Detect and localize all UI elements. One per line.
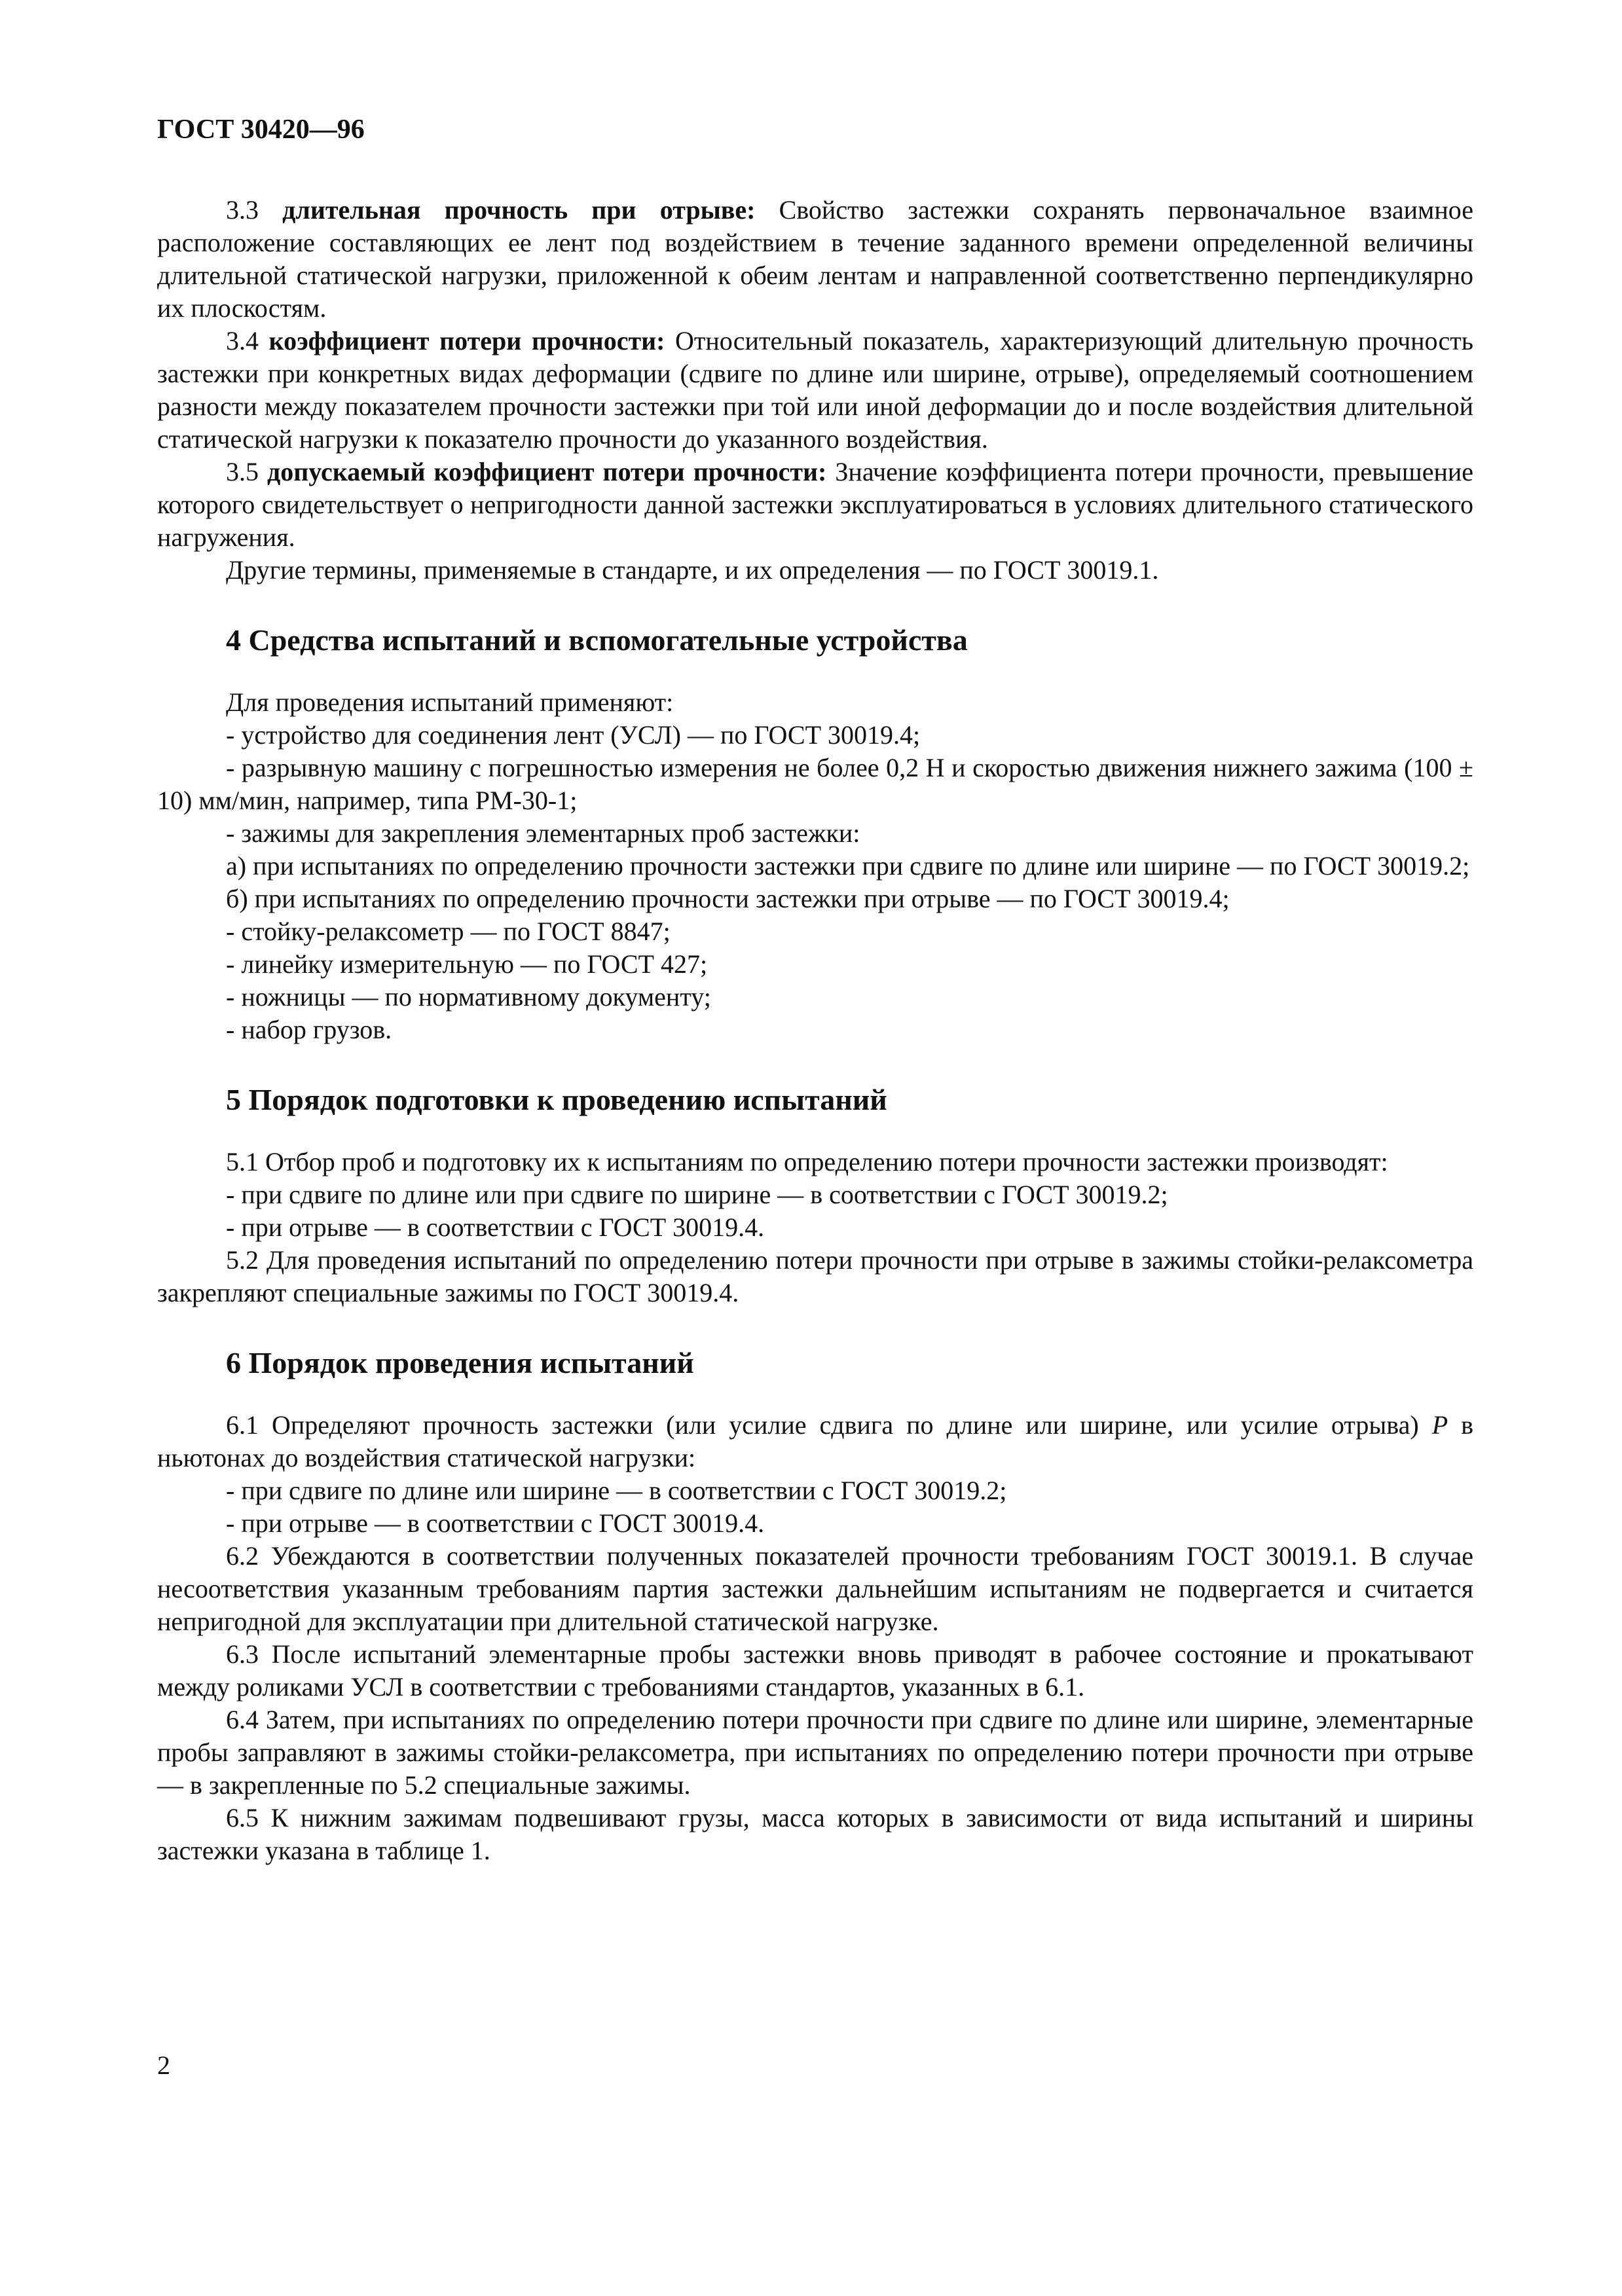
s6-line: - при отрыве — в соответствии с ГОСТ 30019.4. [226,1508,765,1538]
clause-number: 3.3 [226,195,283,225]
s5-line: 5.2 Для проведения испытаний по определению потери прочности при отрыве в зажимы стойки-релаксометра закрепляют специальные зажимы по ГОСТ 30019.4. [157,1245,1473,1307]
term-bold: допускаемый коэффициент потери прочности: [267,457,827,486]
clause-text: Свойство застежки сохранять первоначальное взаимное расположение составляющих ее лент под воздействием в течение заданного времени определенной величины длительной статической нагрузки, приложенной к обеим лентам и направленной соответственно перпендикулярно их плоскостям. [157,195,1473,323]
s4-line: - ножницы — по нормативному документу; [226,982,711,1011]
section-5-heading: 5 Порядок подготовки к проведению испытаний [226,1083,887,1116]
s4-line: - устройство для соединения лент (УСЛ) — по ГОСТ 30019.4; [226,720,921,750]
s5-line: - при сдвиге по длине или при сдвиге по ширине — в соответствии с ГОСТ 30019.2; [226,1180,1168,1209]
other-terms-note: Другие термины, применяемые в стандарте, и их определения — по ГОСТ 30019.1. [226,555,1159,585]
clause-6-1 [157,1409,1473,1474]
clause-number: 3.4 [226,326,269,355]
section-4-heading: 4 Средства испытаний и вспомогательные устройства [226,623,968,657]
clause-text: 6.1 Определяют прочность застежки (или усилие сдвига по длине или ширине, или усилие отрыва) [226,1410,1432,1440]
s4-line: - набор грузов. [226,1015,392,1044]
s4-line: - стойку-релаксометр — по ГОСТ 8847; [226,917,671,946]
s4-line: б) при испытаниях по определению прочности застежки при отрыве — по ГОСТ 30019.4; [226,884,1230,913]
s4-line: - линейку измерительную — по ГОСТ 427; [226,949,708,979]
section-6-heading: 6 Порядок проведения испытаний [226,1346,694,1379]
clause-3-5 [157,456,1473,554]
document-page [157,111,1473,1867]
clause-3-3 [157,194,1473,325]
term-bold: длительная прочность при отрыве: [282,195,756,225]
clause-text: в ньютонах до воздействия статической нагрузки: [157,1410,1474,1472]
clause-number: 3.5 [226,457,267,486]
s4-line: - зажимы для закрепления элементарных проб застежки: [226,818,860,848]
s5-line: 5.1 Отбор проб и подготовку их к испытаниям по определению потери прочности застежки производят: [226,1147,1388,1176]
s6-line: 6.4 Затем, при испытаниях по определению потери прочности при сдвиге по длине или ширине, элементарные пробы заправляют в зажимы стойки-релаксометра, при испытаниях по определению потери прочности при отрыве — в закрепленные по 5.2 специальные зажимы. [157,1705,1473,1800]
s4-line: - разрывную машину с погрешностью измерения не более 0,2 Н и скоростью движения нижнего зажима (100 ± 10) мм/мин, например, типа РМ-30-1; [157,753,1473,815]
s6-line: 6.2 Убеждаются в соответствии полученных показателей прочности требованиям ГОСТ 30019.1. В случае несоответствия указанным требованиям партия застежки дальнейшим испытаниям не подвергается и считается непригодной для эксплуатации при длительной статической нагрузке. [157,1541,1473,1636]
s4-line: Для проведения испытаний применяют: [226,687,674,717]
clause-3-4 [157,325,1473,456]
term-bold: коэффициент потери прочности: [268,326,665,355]
s6-line: 6.3 После испытаний элементарные пробы застежки вновь приводят в рабочее состояние и прокатывают между роликами УСЛ в соответствии с требованиями стандартов, указанных в 6.1. [157,1639,1473,1702]
clause-text: Значение коэффициента потери прочности, превышение которого свидетельствует о непригодности данной застежки эксплуатироваться в условиях длительного статического нагружения. [157,457,1474,552]
variable-p: P [1431,1410,1448,1440]
s6-line: 6.5 К нижним зажимам подвешивают грузы, масса которых в зависимости от вида испытаний и ширины застежки указана в таблице 1. [157,1803,1473,1865]
document-header: ГОСТ 30420—96 [157,115,365,145]
s5-line: - при отрыве — в соответствии с ГОСТ 30019.4. [226,1212,765,1242]
s6-line: - при сдвиге по длине или ширине — в соответствии с ГОСТ 30019.2; [226,1476,1007,1505]
clause-text: Относительный показатель, характеризующий длительную прочность застежки при конкретных видах деформации (сдвиге по длине или ширине, отрыве), определяемый соотношением разности между показателем прочности застежки при той или иной деформации до и после воздействия длительной статической нагрузки к показателю прочности до указанного воздействия. [157,326,1473,454]
s4-line: а) при испытаниях по определению прочности застежки при сдвиге по длине или ширине — по ГОСТ 30019.2; [226,851,1470,881]
page-number: 2 [157,2050,170,2080]
